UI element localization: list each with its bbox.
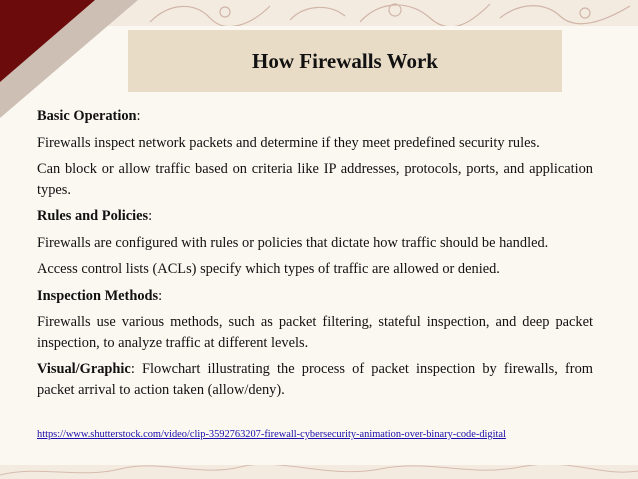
- title-banner: [128, 30, 562, 92]
- section-heading-inspection-methods: Inspection Methods:: [37, 287, 163, 304]
- reference-link[interactable]: https://www.shutterstock.com/video/clip-3592763207-firewall-cybersecurity-animation-over-binary-code-digital: [37, 429, 506, 440]
- slide-title: How Firewalls Work: [252, 48, 438, 73]
- bullet-paragraph: Firewalls inspect network packets and determine if they meet predefined security rules.: [37, 134, 540, 151]
- bullet-paragraph: Firewalls use various methods, such as packet filtering, stateful inspection, and deep packet inspection, to analyze traffic at different levels.: [37, 314, 593, 351]
- section-heading-basic-operation: Basic Operation:: [37, 108, 141, 124]
- bullet-paragraph: Access control lists (ACLs) specify which types of traffic are allowed or denied.: [37, 261, 500, 277]
- section-heading-rules-policies: Rules and Policies:: [37, 208, 153, 224]
- floral-border-bottom: [0, 465, 638, 479]
- bullet-paragraph: Can block or allow traffic based on criteria like IP addresses, protocols, ports, and application types.: [37, 161, 593, 198]
- visual-graphic-note: Visual/Graphic: Flowchart illustrating the process of packet inspection by firewalls, from packet arrival to action taken (allow/deny).: [37, 361, 593, 398]
- slide-body: [37, 106, 593, 406]
- bullet-paragraph: Firewalls are configured with rules or policies that dictate how traffic should be handled.: [37, 234, 549, 251]
